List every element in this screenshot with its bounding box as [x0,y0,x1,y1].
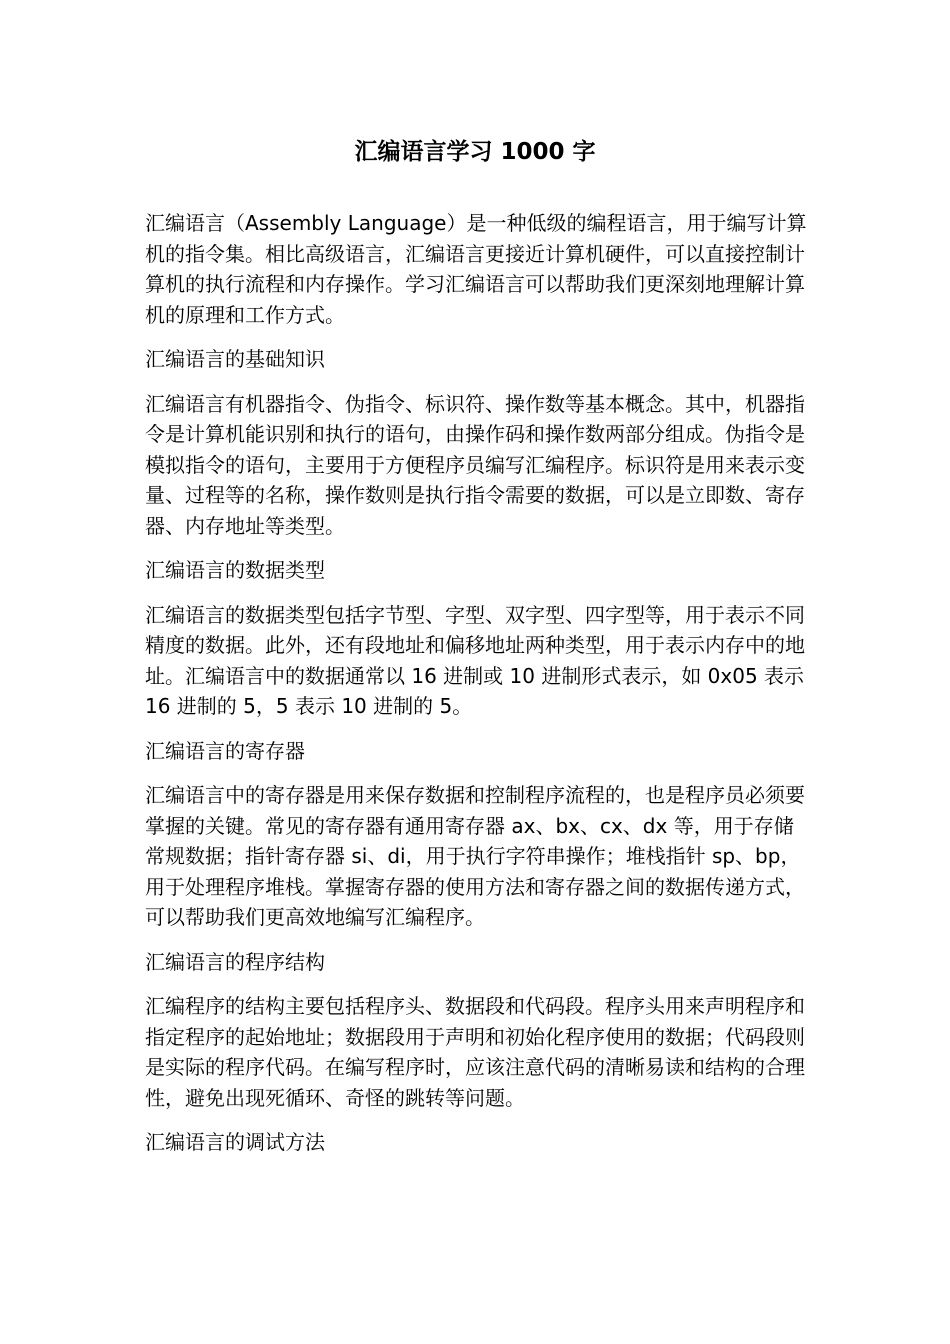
paragraph-basics: 汇编语言有机器指令、伪指令、标识符、操作数等基本概念。其中，机器指令是计算机能识别和执行的语句，由操作码和操作数两部分组成。伪指令是模拟指令的语句，主要用于方便程序员编写汇编程序。标识符是用来表示变量、过程等的名称，操作数则是执行指令需要的数据，可以是立即数、寄存器、内存地址等类型。 [145,391,805,538]
document-title: 汇编语言学习 1000 字 [354,139,596,165]
section-heading-data-types: 汇编语言的数据类型 [145,558,325,582]
document-body [145,208,810,1172]
section-heading-basics: 汇编语言的基础知识 [145,347,325,371]
paragraph-data-types: 汇编语言的数据类型包括字节型、字型、双字型、四字型等，用于表示不同精度的数据。此外，还有段地址和偏移地址两种类型，用于表示内存中的地址。汇编语言中的数据通常以 16 进制或 10 进制形式表示，如 0x05 表示 16 进制的 5，5 表示 10 进制的 5。 [145,602,805,718]
paragraph-program-structure: 汇编程序的结构主要包括程序头、数据段和代码段。程序头用来声明程序和指定程序的起始地址；数据段用于声明和初始化程序使用的数据；代码段则是实际的程序代码。在编写程序时，应该注意代码的清晰易读和结构的合理性，避免出现死循环、奇怪的跳转等问题。 [145,994,805,1110]
section-heading-registers: 汇编语言的寄存器 [145,738,305,763]
section-heading-debugging: 汇编语言的调试方法 [145,1130,325,1154]
section-heading-program-structure: 汇编语言的程序结构 [145,949,325,974]
paragraph-intro: 汇编语言（Assembly Language）是一种低级的编程语言，用于编写计算机的指令集。相比高级语言，汇编语言更接近计算机硬件，可以直接控制计算机的执行流程和内存操作。学习汇编语言可以帮助我们更深刻地理解计算机的原理和工作方式。 [145,211,807,327]
paragraph-registers: 汇编语言中的寄存器是用来保存数据和控制程序流程的，也是程序员必须要掌握的关键。常见的寄存器有通用寄存器 ax、bx、cx、dx 等，用于存储常规数据；指针寄存器 si、di，用于执行字符串操作；堆栈指针 sp、bp，用于处理程序堆栈。掌握寄存器的使用方法和寄存器之间的数据传递方式，可以帮助我们更高效地编写汇编程序。 [145,783,805,929]
